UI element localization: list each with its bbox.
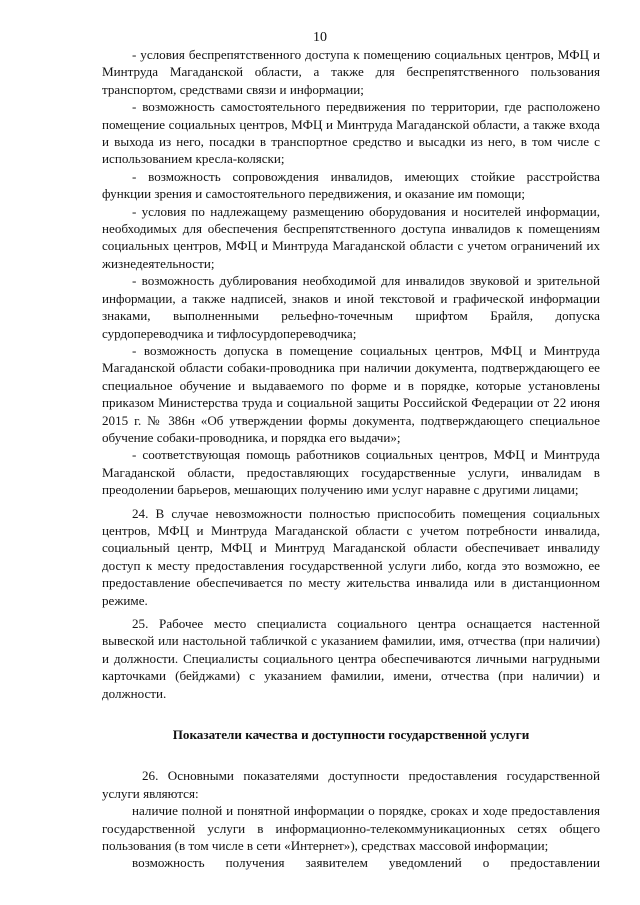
paragraph-item-25: 25. Рабочее место специалиста социального центра оснащается настенной вывеской или настольной табличкой с указанием фамилии, имя, отчества (при наличии) и должности. Специалисты социального центра обеспечиваются личными нагрудными карточками (бейджами) с указанием фамилии, имени, отчества (при наличии) и должности.: [102, 616, 600, 701]
paragraph-independent-movement: - возможность самостоятельного передвижения по территории, где расположено помещение социальных центров, МФЦ и Минтруда Магаданской области, а также входа и выхода из него, посадки в транспортное средство и высадки из него, в том числе с использованием кресла-коляски;: [102, 99, 600, 167]
page-number: 10: [313, 30, 327, 45]
paragraph-accessibility-conditions: - условия беспрепятственного доступа к помещению социальных центров, МФЦ и Минтруда Магаданской области, а также для беспрепятственного пользования транспортом, средствами связи и информации;: [102, 47, 600, 97]
paragraph-item-26: 26. Основными показателями доступности предоставления государственной услуги являются:: [102, 768, 600, 801]
paragraph-guide-dog: - возможность допуска в помещение социальных центров, МФЦ и Минтруда Магаданской области собаки-проводника при наличии документа, подтверждающего ее специальное обучение и выдаваемого по форме и в порядке, которые установлены приказом Министерства труда и социальной защиты Российской Федерации от 22 июня 2015 г. № 386н «Об утверждении формы документа, подтверждающего специальное обучение собаки-проводника, и порядка его выдачи»;: [102, 342, 600, 445]
paragraph-item-24: 24. В случае невозможности полностью приспособить помещения социальных центров, МФЦ и Минтруда Магаданской области с учетом потребности инвалида, социальный центр, МФЦ и Минтруд Магаданской области обеспечивает инвалиду доступ к месту предоставления государственной услуги либо, когда это возможно, ее предоставление обеспечивается по месту жительства инвалида или в дистанционном режиме.: [102, 505, 600, 608]
paragraph-equipment-placement: - условия по надлежащему размещению оборудования и носителей информации, необходимых для обеспечения беспрепятственного доступа инвалидов к помещениям социальных центров, МФЦ и Минтруда Магаданской области с учетом ограничений их жизнедеятельности;: [102, 203, 600, 271]
paragraph-escort-assistance: - возможность сопровождения инвалидов, имеющих стойкие расстройства функции зрения и самостоятельного передвижения, и оказание им помощи;: [102, 168, 600, 202]
section-heading: Показатели качества и доступности государственной услуги: [172, 727, 530, 743]
paragraph-information-availability: наличие полной и понятной информации о порядке, сроках и ходе предоставления государственной услуги в информационно-телекоммуникационных сетях общего пользования (в том числе в сети «Интернет»), средствах массовой информации;: [102, 803, 600, 854]
paragraph-notifications: возможность получения заявителем уведомлений о предоставлении: [132, 855, 600, 871]
document-body: [102, 46, 600, 872]
paragraph-information-duplication: - возможность дублирования необходимой для инвалидов звуковой и зрительной информации, а также надписей, знаков и иной текстовой и графической информации знаками, выполненными рельефно-точечным шрифтом Брайля, допуска сурдопереводчика и тифлосурдопереводчика;: [102, 273, 600, 341]
paragraph-staff-assistance: - соответствующая помощь работников социальных центров, МФЦ и Минтруда Магаданской области, предоставляющих государственные услуги, инвалидам в преодолении барьеров, мешающих получению ими услуг наравне с другими лицами;: [102, 447, 600, 498]
